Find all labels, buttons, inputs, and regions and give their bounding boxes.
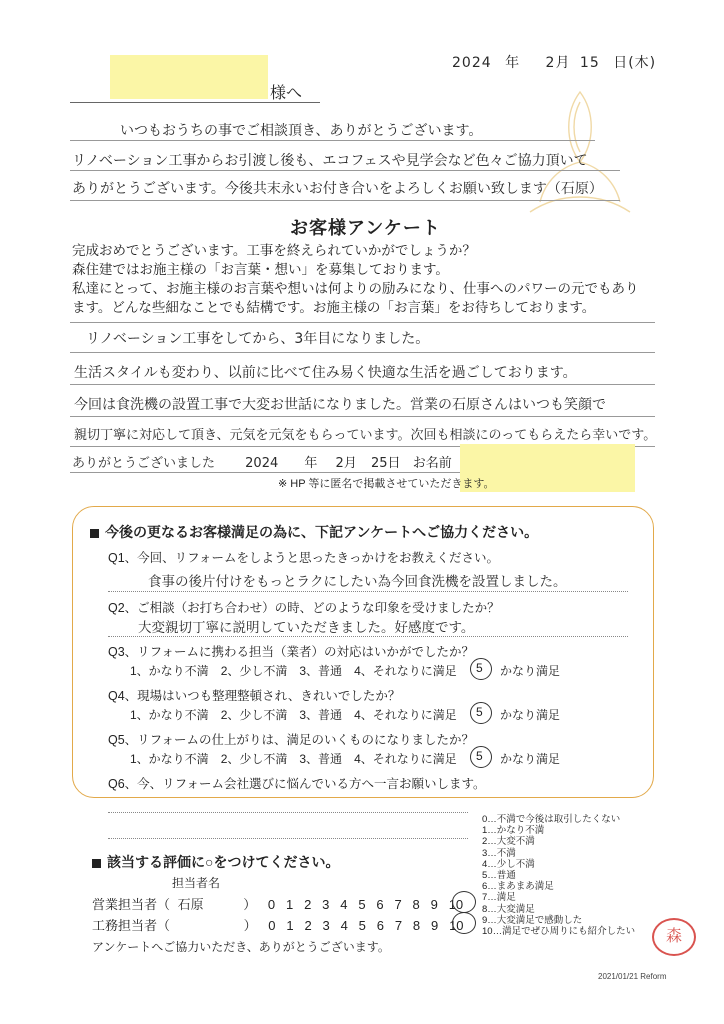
legend-item: 9…大変満足で感動した — [482, 914, 583, 926]
stamp-icon: 森 — [652, 918, 696, 956]
works-digits: 0 1 2 3 4 5 6 7 8 9 10 — [268, 918, 464, 933]
sign-day: 25 — [370, 456, 388, 471]
comment-line-3: 今回は食洗機の設置工事で大変お世話になりました。営業の石原さんはいつも笑顔で — [74, 397, 606, 413]
sales-label: 営業担当者（ — [92, 897, 171, 912]
intro-line: 私達にとって、お施主様のお言葉や想いは何よりの励みになり、仕事へのパワーの元でもあり — [72, 281, 639, 296]
q1-answer: 食事の後片付けをもっとラクにしたい為今回食洗機を設置しました。 — [148, 574, 567, 590]
recipient-underline — [70, 102, 320, 103]
rating-legend — [482, 814, 635, 937]
q1-text: Q1、今回、リフォームをしようと思ったきっかけをお教えください。 — [108, 551, 500, 565]
q3-scale: 1、かなり不満 2、少し不満 3、普通 4、それなりに満足 — [130, 664, 457, 678]
intro-line: 森住建ではお施主様の「お言葉・想い」を募集しております。 — [72, 262, 449, 277]
legend-item: 1…かなり不満 — [482, 825, 545, 837]
legend-item: 7…満足 — [482, 892, 516, 904]
q1-answer-rule — [108, 591, 628, 592]
q3-option-5-label: かなり満足 — [500, 664, 561, 678]
q6-answer-rule-1 — [108, 812, 468, 813]
comment-line-2: 生活スタイルも変わり、以前に比べて住み易く快適な生活を過ごしております。 — [74, 365, 577, 381]
intro-line: 完成おめでとうございます。工事を終えられていかがでしょうか？ — [72, 243, 476, 258]
staff-name-header: 担当者名 — [172, 876, 221, 890]
survey-title: お客様アンケート — [290, 218, 441, 238]
legend-item: 8…大変満足 — [482, 903, 535, 915]
sign-year: 2024 — [245, 456, 279, 471]
q2-answer-rule — [108, 636, 628, 637]
sign-rule — [70, 472, 460, 473]
sign-line: ありがとうございました 2024 年 2月 25日 お名前 — [72, 455, 452, 471]
comment-rule-1 — [70, 352, 655, 353]
legend-item: 2…大変不満 — [482, 836, 535, 848]
intro-text — [72, 241, 638, 317]
q4-option-5-label: かなり満足 — [500, 708, 561, 722]
q5-text: Q5、リフォームの仕上がりは、満足のいくものになりましたか？ — [108, 733, 475, 747]
q5-option-5-label: かなり満足 — [500, 752, 561, 766]
q6-text: Q6、今、リフォーム会社選びに悩んでいる方へ一言お願いします。 — [108, 777, 486, 791]
intro-line: ます。どんな些細なことでも結構です。お施主様の「お言葉」をお待ちしております。 — [72, 300, 596, 315]
q2-text: Q2、ご相談（お打ち合わせ）の時、どのような印象を受けましたか？ — [108, 601, 500, 615]
sign-name-label: お名前 — [412, 455, 452, 470]
comment-line-4: 親切丁寧に対応して頂き、元気を元気をもらっています。次回も相談にのってもらえたら幸いです。 — [74, 428, 657, 443]
anon-note: ※ HP 等に匿名で掲載させていただきます。 — [278, 478, 495, 490]
sales-row: 営業担当者（ 石原 ） 0 1 2 3 4 5 6 7 8 9 10 — [92, 897, 464, 913]
date-year: 2024 — [452, 55, 492, 71]
comment-rule-0 — [70, 322, 655, 323]
q2-answer: 大変親切丁寧に説明していただきました。好感度です。 — [138, 620, 475, 636]
sales-digits: 0 1 2 3 4 5 6 7 8 9 10 — [267, 897, 464, 912]
thanks-footer: アンケートへご協力いただき、ありがとうございます。 — [92, 940, 390, 954]
message-rule-2 — [70, 170, 620, 171]
sales-selected-circle — [452, 891, 476, 913]
recipient-name-redaction — [110, 55, 268, 99]
form-code: 2021/01/21 Reform — [598, 972, 667, 981]
works-row: 工務担当者（ ） 0 1 2 3 4 5 6 7 8 9 10 — [92, 918, 464, 933]
legend-item: 0…不満で今後は取引したくない — [482, 814, 621, 825]
message-line-1: いつもおうちの事でご相談頂き、ありがとうございます。 — [120, 123, 483, 139]
sign-thanks: ありがとうございました — [72, 456, 216, 471]
q5-scale: 1、かなり不満 2、少し不満 3、普通 4、それなりに満足 — [130, 752, 457, 766]
q5-option-5: 5 — [476, 749, 483, 763]
q3-option-5: 5 — [476, 661, 483, 675]
comment-line-1: リノベーション工事をしてから、3年目になりました。 — [86, 331, 430, 347]
legend-item: 5…普通 — [482, 870, 516, 882]
works-label: 工務担当者（ — [92, 918, 171, 933]
q3-text: Q3、リフォームに携わる担当（業者）の対応はいかがでしたか？ — [108, 645, 475, 659]
legend-item: 6…まあまあ満足 — [482, 881, 554, 893]
date-top: 2024 年 2月 15 日(木) — [452, 54, 657, 71]
q4-scale: 1、かなり不満 2、少し不満 3、普通 4、それなりに満足 — [130, 708, 457, 722]
survey-header: 今後の更なるお客様満足の為に、下記アンケートへご協力ください。 — [90, 522, 538, 542]
comment-rule-2 — [70, 384, 655, 385]
sign-month: 2 — [335, 456, 344, 471]
q6-answer-rule-2 — [108, 838, 468, 839]
legend-item: 10…満足でぜひ周りにも紹介したい — [482, 926, 636, 938]
message-line-3: ありがとうございます。今後共末永いお付き合いをよろしくお願い致します（石原） — [72, 181, 603, 197]
recipient-suffix: 様へ — [270, 85, 303, 102]
sales-name: 石原 — [177, 898, 204, 913]
comment-rule-3 — [70, 416, 655, 417]
legend-item: 3…不満 — [482, 847, 516, 859]
legend-item: 4…少し不満 — [482, 858, 535, 870]
works-selected-circle — [452, 912, 476, 934]
q4-option-5: 5 — [476, 705, 483, 719]
rating-header: 該当する評価に○をつけてください。 — [92, 852, 339, 872]
message-line-2: リノベーション工事からお引渡し後も、エコフェスや見学会など色々ご協力頂いて — [72, 153, 588, 169]
message-rule-3 — [70, 200, 620, 201]
q4-text: Q4、現場はいつも整理整頓され、きれいでしたか？ — [108, 689, 401, 703]
message-rule-1 — [70, 140, 595, 141]
